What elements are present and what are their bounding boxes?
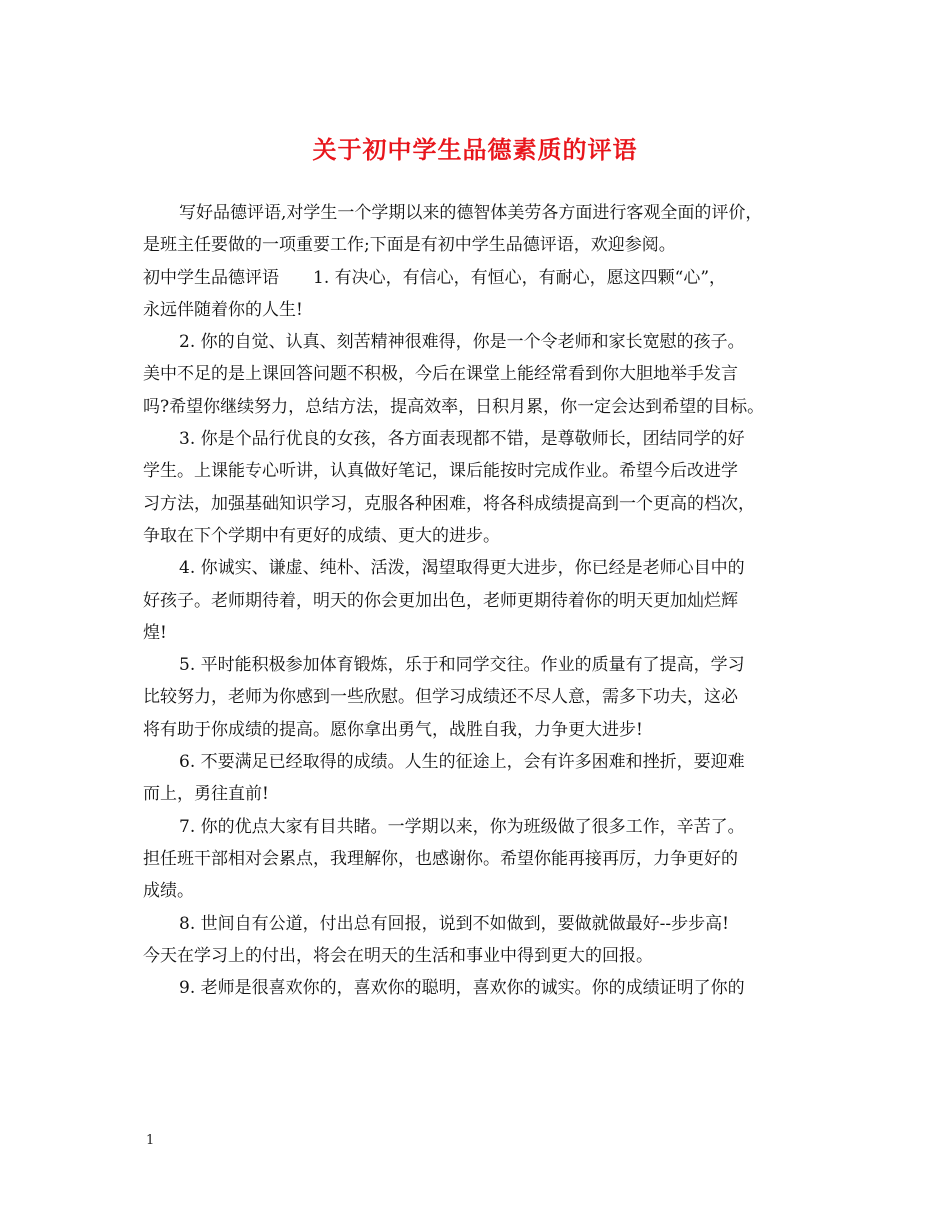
body-line: 美中不足的是上课回答问题不积极，今后在课堂上能经常看到你大胆地举手发言 [143,364,738,385]
body-line: 今天在学习上的付出，将会在明天的生活和事业中得到更大的回报。 [143,945,653,966]
body-line: 5. 平时能积极参加体育锻炼，乐于和同学交往。作业的质量有了提高，学习 [179,655,745,676]
body-line: 争取在下个学期中有更好的成绩、更大的进步。 [143,525,500,546]
body-line: 6. 不要满足已经取得的成绩。人生的征途上，会有许多困难和挫折，要迎难 [179,752,745,773]
body-line: 3. 你是个品行优良的女孩，各方面表现都不错，是尊敬师长，团结同学的好 [179,429,745,450]
document-title: 关于初中学生品德素质的评语 [312,135,638,164]
body-line: 7. 你的优点大家有目共睹。一学期以来，你为班级做了很多工作，辛苦了。 [179,816,745,837]
body-line: 学生。上课能专心听讲，认真做好笔记，课后能按时完成作业。希望今后改进学 [143,461,738,482]
body-line: 4. 你诚实、谦虚、纯朴、活泼，渴望取得更大进步，你已经是老师心目中的 [179,558,745,579]
body-line: 而上，勇往直前! [143,784,269,805]
body-line: 担任班干部相对会累点，我理解你，也感谢你。希望你能再接再厉，力争更好的 [143,848,738,869]
body-line: 初中学生品德评语 1. 有决心，有信心，有恒心，有耐心，愿这四颗“心”， [143,267,727,288]
document-body [143,197,815,1004]
body-line: 成绩。 [143,881,194,902]
body-line: 是班主任要做的一项重要工作;下面是有初中学生品德评语，欢迎参阅。 [143,235,676,256]
body-line: 9. 老师是很喜欢你的，喜欢你的聪明，喜欢你的诚实。你的成绩证明了你的 [179,978,745,999]
body-line: 煌! [143,622,167,643]
body-line: 吗?希望你继续努力，总结方法，提高效率，日积月累，你一定会达到希望的目标。 [143,396,765,417]
body-line: 将有助于你成绩的提高。愿你拿出勇气，战胜自我，力争更大进步! [143,719,643,740]
body-line: 2. 你的自觉、认真、刻苦精神很难得，你是一个令老师和家长宽慰的孩子。 [179,332,745,353]
page-number: 1 [146,1133,155,1148]
body-line: 习方法，加强基础知识学习，克服各种困难，将各科成绩提高到一个更高的档次， [143,493,755,514]
body-line: 比较努力，老师为你感到一些欣慰。但学习成绩还不尽人意，需多下功夫，这必 [143,687,738,708]
body-line: 写好品德评语,对学生一个学期以来的德智体美劳各方面进行客观全面的评价， [179,203,763,223]
body-line: 永远伴随着你的人生! [143,299,303,320]
body-line: 8. 世间自有公道，付出总有回报，说到不如做到，要做就做最好--步步高! [179,913,729,934]
body-line: 好孩子。老师期待着，明天的你会更加出色，老师更期待着你的明天更加灿烂辉 [143,590,738,611]
